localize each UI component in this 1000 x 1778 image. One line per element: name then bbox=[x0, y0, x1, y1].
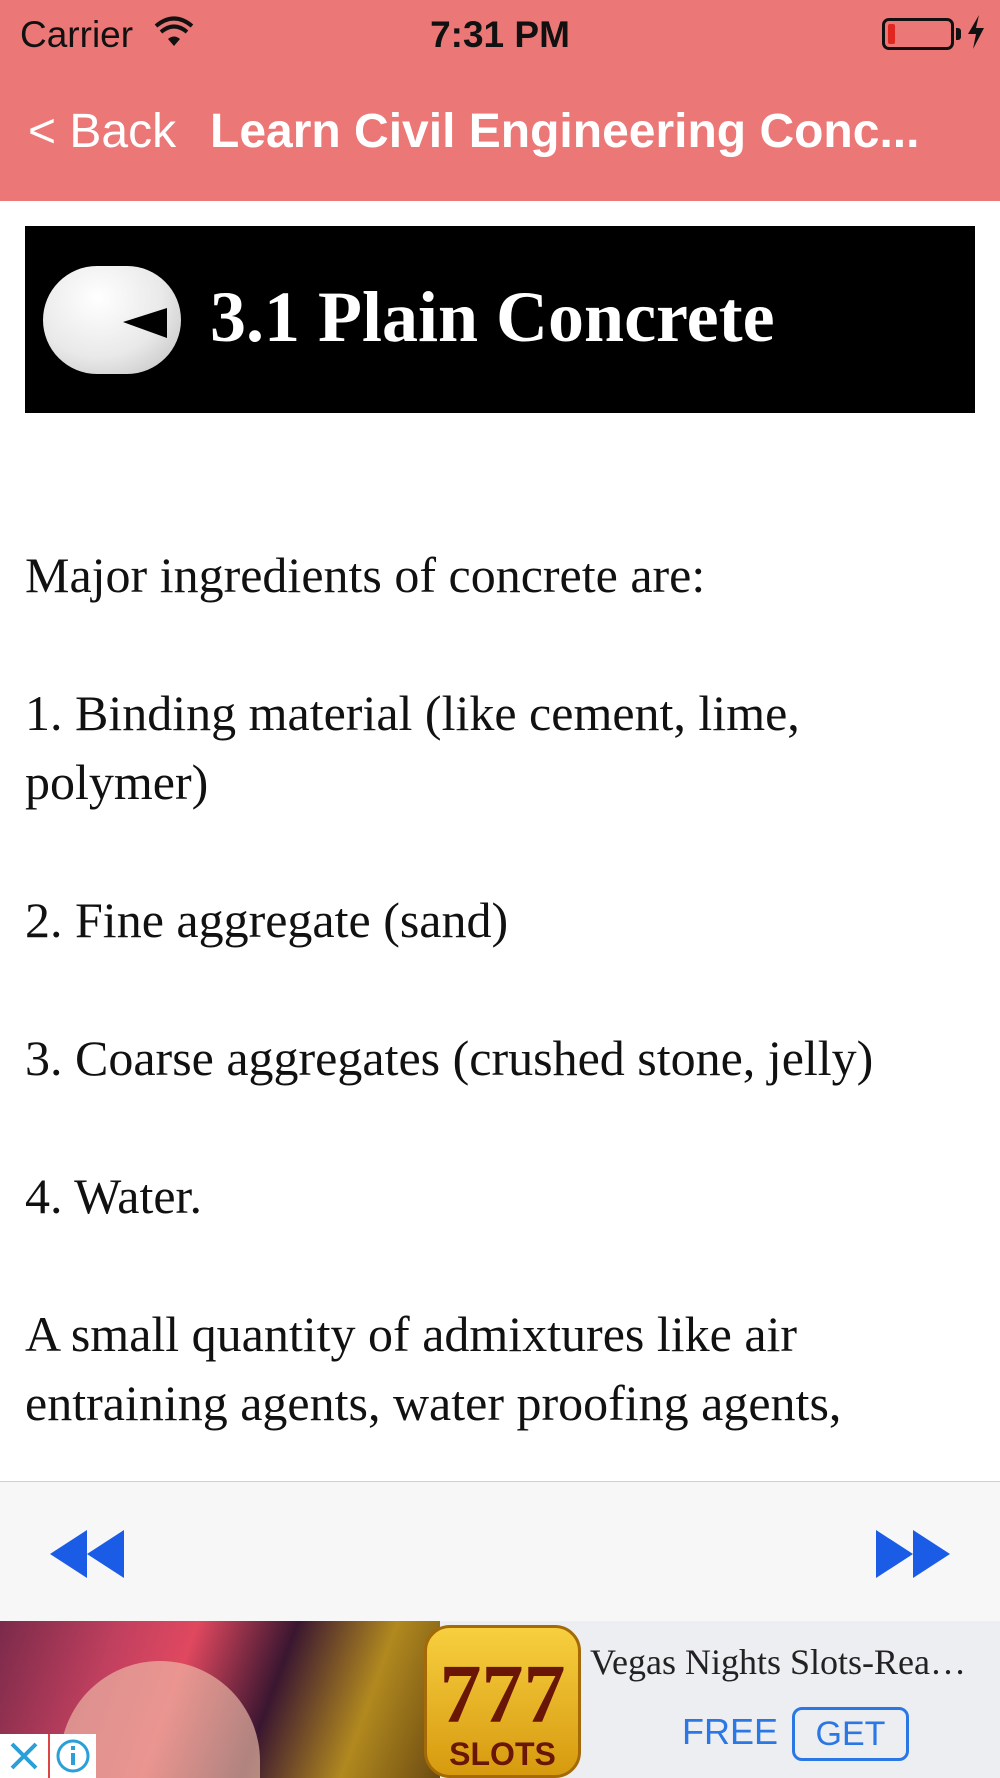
clock: 7:31 PM bbox=[430, 14, 570, 55]
slots-app-icon bbox=[424, 1625, 581, 1778]
app-icon-label: SLOTS bbox=[449, 1736, 556, 1772]
get-button[interactable]: GET bbox=[792, 1707, 909, 1761]
ad-info-button[interactable] bbox=[48, 1734, 96, 1778]
app-icon-number: 777 bbox=[439, 1648, 566, 1741]
battery-level bbox=[888, 24, 895, 44]
ad-banner[interactable] bbox=[0, 1621, 1000, 1778]
lesson-text bbox=[25, 541, 965, 1481]
battery-tip bbox=[956, 28, 961, 40]
battery-icon bbox=[882, 18, 954, 50]
paragraph: 4. Water. bbox=[25, 1168, 202, 1224]
play-triangle-icon bbox=[43, 266, 181, 374]
info-icon bbox=[50, 1734, 96, 1778]
lesson-content[interactable] bbox=[0, 201, 1000, 1481]
navigation-bar bbox=[0, 0, 1000, 201]
section-title: 3.1 Plain Concrete bbox=[210, 277, 775, 357]
paragraph: 2. Fine aggregate (sand) bbox=[25, 892, 509, 948]
close-icon bbox=[0, 1734, 48, 1778]
page-title: Learn Civil Engineering Conc... bbox=[210, 105, 920, 158]
fast-forward-icon[interactable] bbox=[874, 1528, 952, 1580]
paragraph: 3. Coarse aggregates (crushed stone, jelly) bbox=[25, 1030, 874, 1086]
ad-price: FREE bbox=[682, 1711, 779, 1752]
back-button[interactable]: < Back bbox=[28, 105, 177, 158]
status-bar bbox=[0, 0, 1000, 70]
charging-bolt-icon bbox=[966, 15, 986, 49]
nav-row bbox=[0, 92, 1000, 172]
carrier-label: Carrier bbox=[20, 14, 134, 55]
rewind-icon[interactable] bbox=[48, 1528, 126, 1580]
section-banner bbox=[25, 226, 975, 413]
bottom-toolbar bbox=[0, 1481, 1000, 1621]
paragraph: 1. Binding material (like cement, lime, polymer) bbox=[25, 685, 800, 810]
paragraph: A small quantity of admixtures like air entraining agents, water proofing agents, bbox=[25, 1306, 842, 1431]
paragraph: Major ingredients of concrete are: bbox=[25, 547, 706, 603]
ad-close-button[interactable] bbox=[0, 1734, 48, 1778]
ad-title: Vegas Nights Slots-Rea… bbox=[590, 1642, 966, 1682]
speaker-icon[interactable] bbox=[43, 266, 181, 374]
